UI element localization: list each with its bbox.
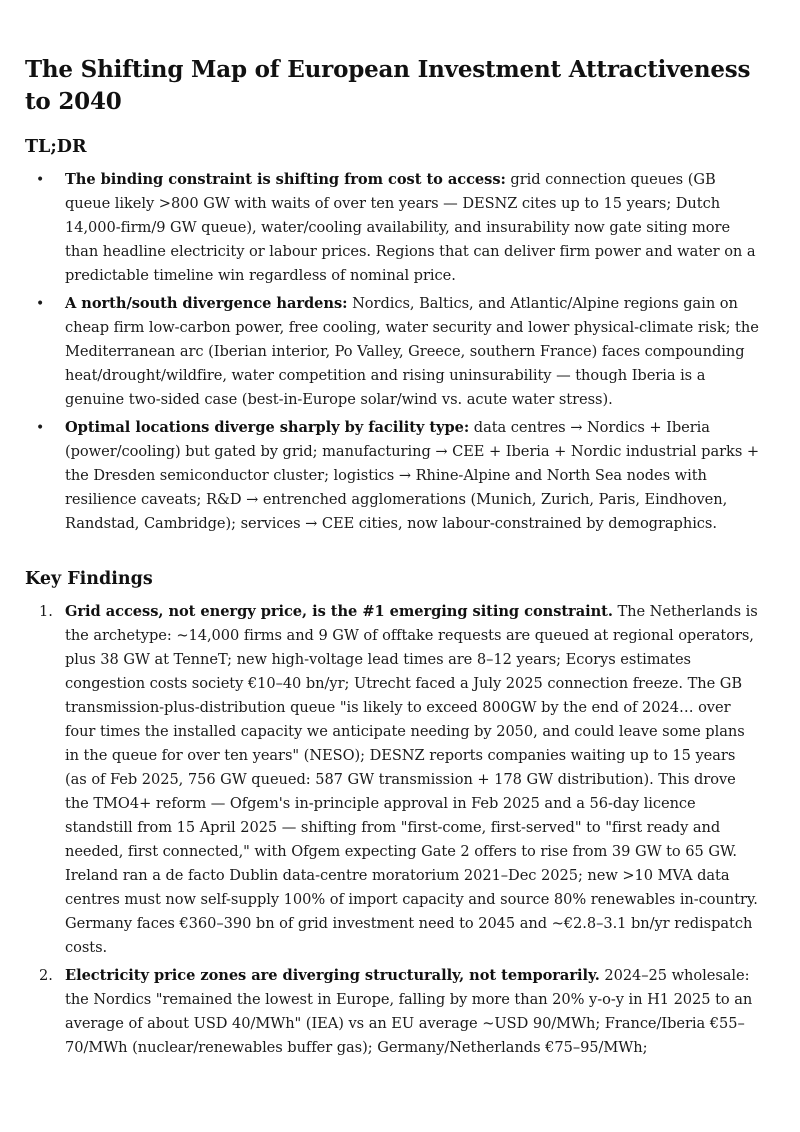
- finding-item: [25, 964, 760, 1060]
- tldr-item-bold: Optimal locations diverge sharply by facility type:: [65, 419, 470, 436]
- tldr-list: [25, 168, 760, 536]
- tldr-item: [25, 292, 760, 412]
- tldr-item-bold: A north/south divergence hardens:: [65, 295, 348, 312]
- tldr-item: [25, 416, 760, 536]
- tldr-item-bold: The binding constraint is shifting from cost to access:: [65, 171, 506, 188]
- finding-bold: Electricity price zones are diverging structurally, not temporarily.: [65, 967, 600, 984]
- finding-number: 1.: [39, 603, 53, 620]
- bullet-icon: •: [36, 420, 45, 436]
- tldr-heading: TL;DR: [25, 137, 87, 157]
- finding-text: The Netherlands is the archetype: ~14,000 firms and 9 GW of offtake requests are queued at regional operators, plus 38 GW at TenneT; new high-voltage lead times are 8–12 years; Ecorys estimates congestion costs society €10–40 bn/yr; Utrecht faced a July 2025 connection freeze. The GB transmission-plus-distribution queue "is likely to exceed 800GW by the end of 2024… over four times the installed capacity we anticipate needing by 2050, and could leave some plans in the queue for over ten years" (NESO); DESNZ reports companies waiting up to 15 years (as of Feb 2025, 756 GW queued: 587 GW transmission + 178 GW distribution). This drove the TMO4+ reform — Ofgem's in-principle approval in Feb 2025 and a 56-day licence standstill from 15 April 2025 — shifting from "first-come, first-served" to "first ready and needed, first connected," with Ofgem expecting Gate 2 offers to rise from 39 GW to 65 GW. Ireland ran a de facto Dublin data-centre moratorium 2021–Dec 2025; new >10 MVA data centres must now self-supply 100% of import capacity and source 80% renewables in-country. Germany faces €360–390 bn of grid investment need to 2045 and ~€2.8–3.1 bn/yr redispatch costs.: [65, 603, 758, 956]
- tldr-item-text: grid connection queues (GB queue likely >800 GW with waits of over ten years — DESNZ cites up to 15 years; Dutch 14,000-firm/9 GW queue), water/cooling availability, and insurability now gate siting more than headline electricity or labour prices. Regions that can deliver firm power and water on a predictable timeline win regardless of nominal price.: [65, 171, 756, 284]
- document-title: The Shifting Map of European Investment Attractiveness to 2040: [25, 56, 751, 115]
- finding-bold: Grid access, not energy price, is the #1 emerging siting constraint.: [65, 603, 613, 620]
- tldr-item: [25, 168, 760, 288]
- tldr-item-text: data centres → Nordics + Iberia (power/cooling) but gated by grid; manufacturing → CEE + Iberia + Nordic industrial parks + the Dresden semiconductor cluster; logistics → Rhine-Alpine and North Sea nodes with resilience caveats; R&D → entrenched agglomerations (Munich, Zurich, Paris, Eindhoven, Randstad, Cambridge); services → CEE cities, now labour-constrained by demographics.: [65, 419, 760, 532]
- finding-text: 2024–25 wholesale: the Nordics "remained the lowest in Europe, falling by more than 20% y-o-y in H1 2025 to an average of about USD 40/MWh" (IEA) vs an EU average ~USD 90/MWh; France/Iberia €55–70/MWh (nuclear/renewables buffer gas); Germany/Netherlands €75–95/MWh;: [65, 967, 753, 1056]
- bullet-icon: •: [36, 172, 45, 188]
- finding-item: [25, 600, 760, 960]
- bullet-icon: •: [36, 296, 45, 312]
- key-findings-heading: Key Findings: [25, 569, 153, 589]
- finding-number: 2.: [39, 967, 53, 984]
- tldr-item-text: Nordics, Baltics, and Atlantic/Alpine regions gain on cheap firm low-carbon power, free cooling, water security and lower physical-climate risk; the Mediterranean arc (Iberian interior, Po Valley, Greece, southern France) faces compounding heat/drought/wildfire, water competition and rising uninsurability — though Iberia is a genuine two-sided case (best-in-Europe solar/wind vs. acute water stress).: [65, 295, 759, 408]
- key-findings-list: [25, 600, 760, 1060]
